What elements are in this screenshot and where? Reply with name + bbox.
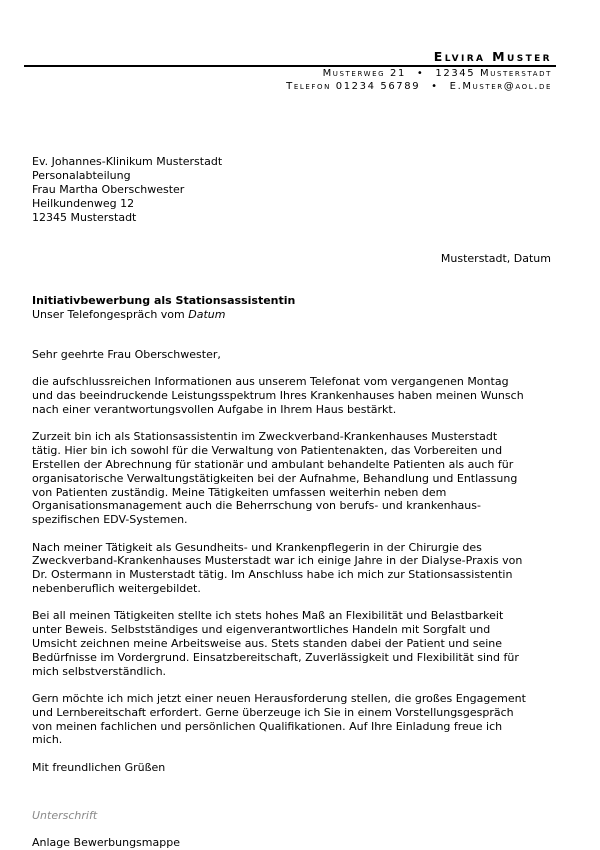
text-line: mich selbstverständlich. xyxy=(32,664,167,678)
text-line: und Lernbereitschaft erfordert. Gerne überzeuge ich Sie in einem Vorstellungsgespräch xyxy=(32,705,514,719)
paragraph xyxy=(32,609,552,678)
text-line: Zurzeit bin ich als Stationsassistentin im Zweckverband-Krankenhauses Musterstadt xyxy=(32,430,498,444)
signature-placeholder: Unterschrift xyxy=(32,809,98,822)
text-line: Dr. Ostermann in Musterstadt tätig. Im Anschluss habe ich mich zur Stationsassistentin xyxy=(32,568,513,582)
salutation: Sehr geehrte Frau Oberschwester, xyxy=(32,348,221,361)
text-line: Organisationsmanagement auch die Beherrschung von berufs- und krankenhaus- xyxy=(32,499,481,513)
sender-email: E.Muster@aol.de xyxy=(449,81,552,92)
separator-dot: • xyxy=(431,81,439,92)
text-line: Bei all meinen Tätigkeiten stellte ich stets hohes Maß an Flexibilität und Belastbarkeit xyxy=(32,609,504,623)
paragraph xyxy=(32,375,552,416)
subject-block xyxy=(32,294,295,322)
text-line: spezifischen EDV-Systemen. xyxy=(32,513,188,527)
text-line: tätig. Hier bin ich sowohl für die Verwaltung von Patientenakten, das Vorbereiten und xyxy=(32,444,503,458)
sender-city: 12345 Musterstadt xyxy=(435,68,552,79)
recipient-address xyxy=(32,155,222,225)
sender-phone: Telefon 01234 56789 xyxy=(286,81,421,92)
separator-dot: • xyxy=(416,68,425,79)
text-line: Bedürfnisse im Vordergrund. Einsatzbereitschaft, Zuverlässigkeit und Flexibilität sind für xyxy=(32,650,519,664)
sender-contact-line xyxy=(286,81,552,92)
recipient-line: Personalabteilung xyxy=(32,169,131,182)
text-line: nebenberuflich weitergebildet. xyxy=(32,581,201,595)
recipient-line: Ev. Johannes-Klinikum Musterstadt xyxy=(32,155,223,168)
text-line: Erstellen der Abrechnung für stationär und ambulant behandelte Patienten als auch für xyxy=(32,457,514,471)
recipient-line: 12345 Musterstadt xyxy=(32,211,137,224)
reference-text: Unser Telefongespräch vom xyxy=(32,308,185,321)
text-line: von meinen fachlichen und persönlichen Qualifikationen. Auf Ihre Einladung freue ich xyxy=(32,719,503,733)
text-line: unter Beweis. Selbstständiges und eigenverantwortliches Handeln mit Sorgfalt und xyxy=(32,623,491,637)
text-line: Zweckverband-Krankenhauses Musterstadt war ich einige Jahre in der Dialyse-Praxis von xyxy=(32,554,523,568)
paragraph xyxy=(32,541,552,596)
text-line: von Patienten zuständig. Meine Tätigkeiten umfassen weiterhin neben dem xyxy=(32,485,447,499)
text-line: Umsicht zeichnen meine Arbeitsweise aus. Stets standen dabei der Patient und seine xyxy=(32,636,503,650)
closing: Mit freundlichen Grüßen xyxy=(32,760,166,774)
sender-name: Elvira Muster xyxy=(433,49,552,64)
text-line: die aufschlussreichen Informationen aus unserem Telefonat vom vergangenen Montag xyxy=(32,375,509,389)
reference-date: Datum xyxy=(188,308,226,321)
sender-street: Musterweg 21 xyxy=(322,68,406,79)
paragraph xyxy=(32,430,552,527)
enclosure-note: Anlage Bewerbungsmappe xyxy=(32,836,180,849)
text-line: Nach meiner Tätigkeit als Gesundheits- und Krankenpflegerin in der Chirurgie des xyxy=(32,540,482,554)
text-line: nach einer verantwortungsvollen Aufgabe in Ihrem Haus bestärkt. xyxy=(32,402,397,416)
text-line: und das beeindruckende Leistungsspektrum Ihres Krankenhauses haben meinen Wunsch xyxy=(32,389,524,403)
text-line: organisatorische Verwaltungstätigkeiten bei der Aufnahme, Behandlung und Entlassung xyxy=(32,471,518,485)
sender-address-line xyxy=(323,68,552,79)
letter-body xyxy=(32,348,552,788)
recipient-line: Frau Martha Oberschwester xyxy=(32,183,185,196)
text-line: Gern möchte ich mich jetzt einer neuen Herausforderung stellen, die großes Engagement xyxy=(32,691,526,705)
subject-reference xyxy=(32,308,295,322)
subject-title: Initiativbewerbung als Stationsassistentin xyxy=(32,294,296,307)
recipient-line: Heilkundenweg 12 xyxy=(32,197,135,210)
letter-date: Musterstadt, Datum xyxy=(440,252,551,265)
paragraph xyxy=(32,692,552,747)
text-line: mich. xyxy=(32,733,63,747)
header-rule xyxy=(24,65,556,67)
